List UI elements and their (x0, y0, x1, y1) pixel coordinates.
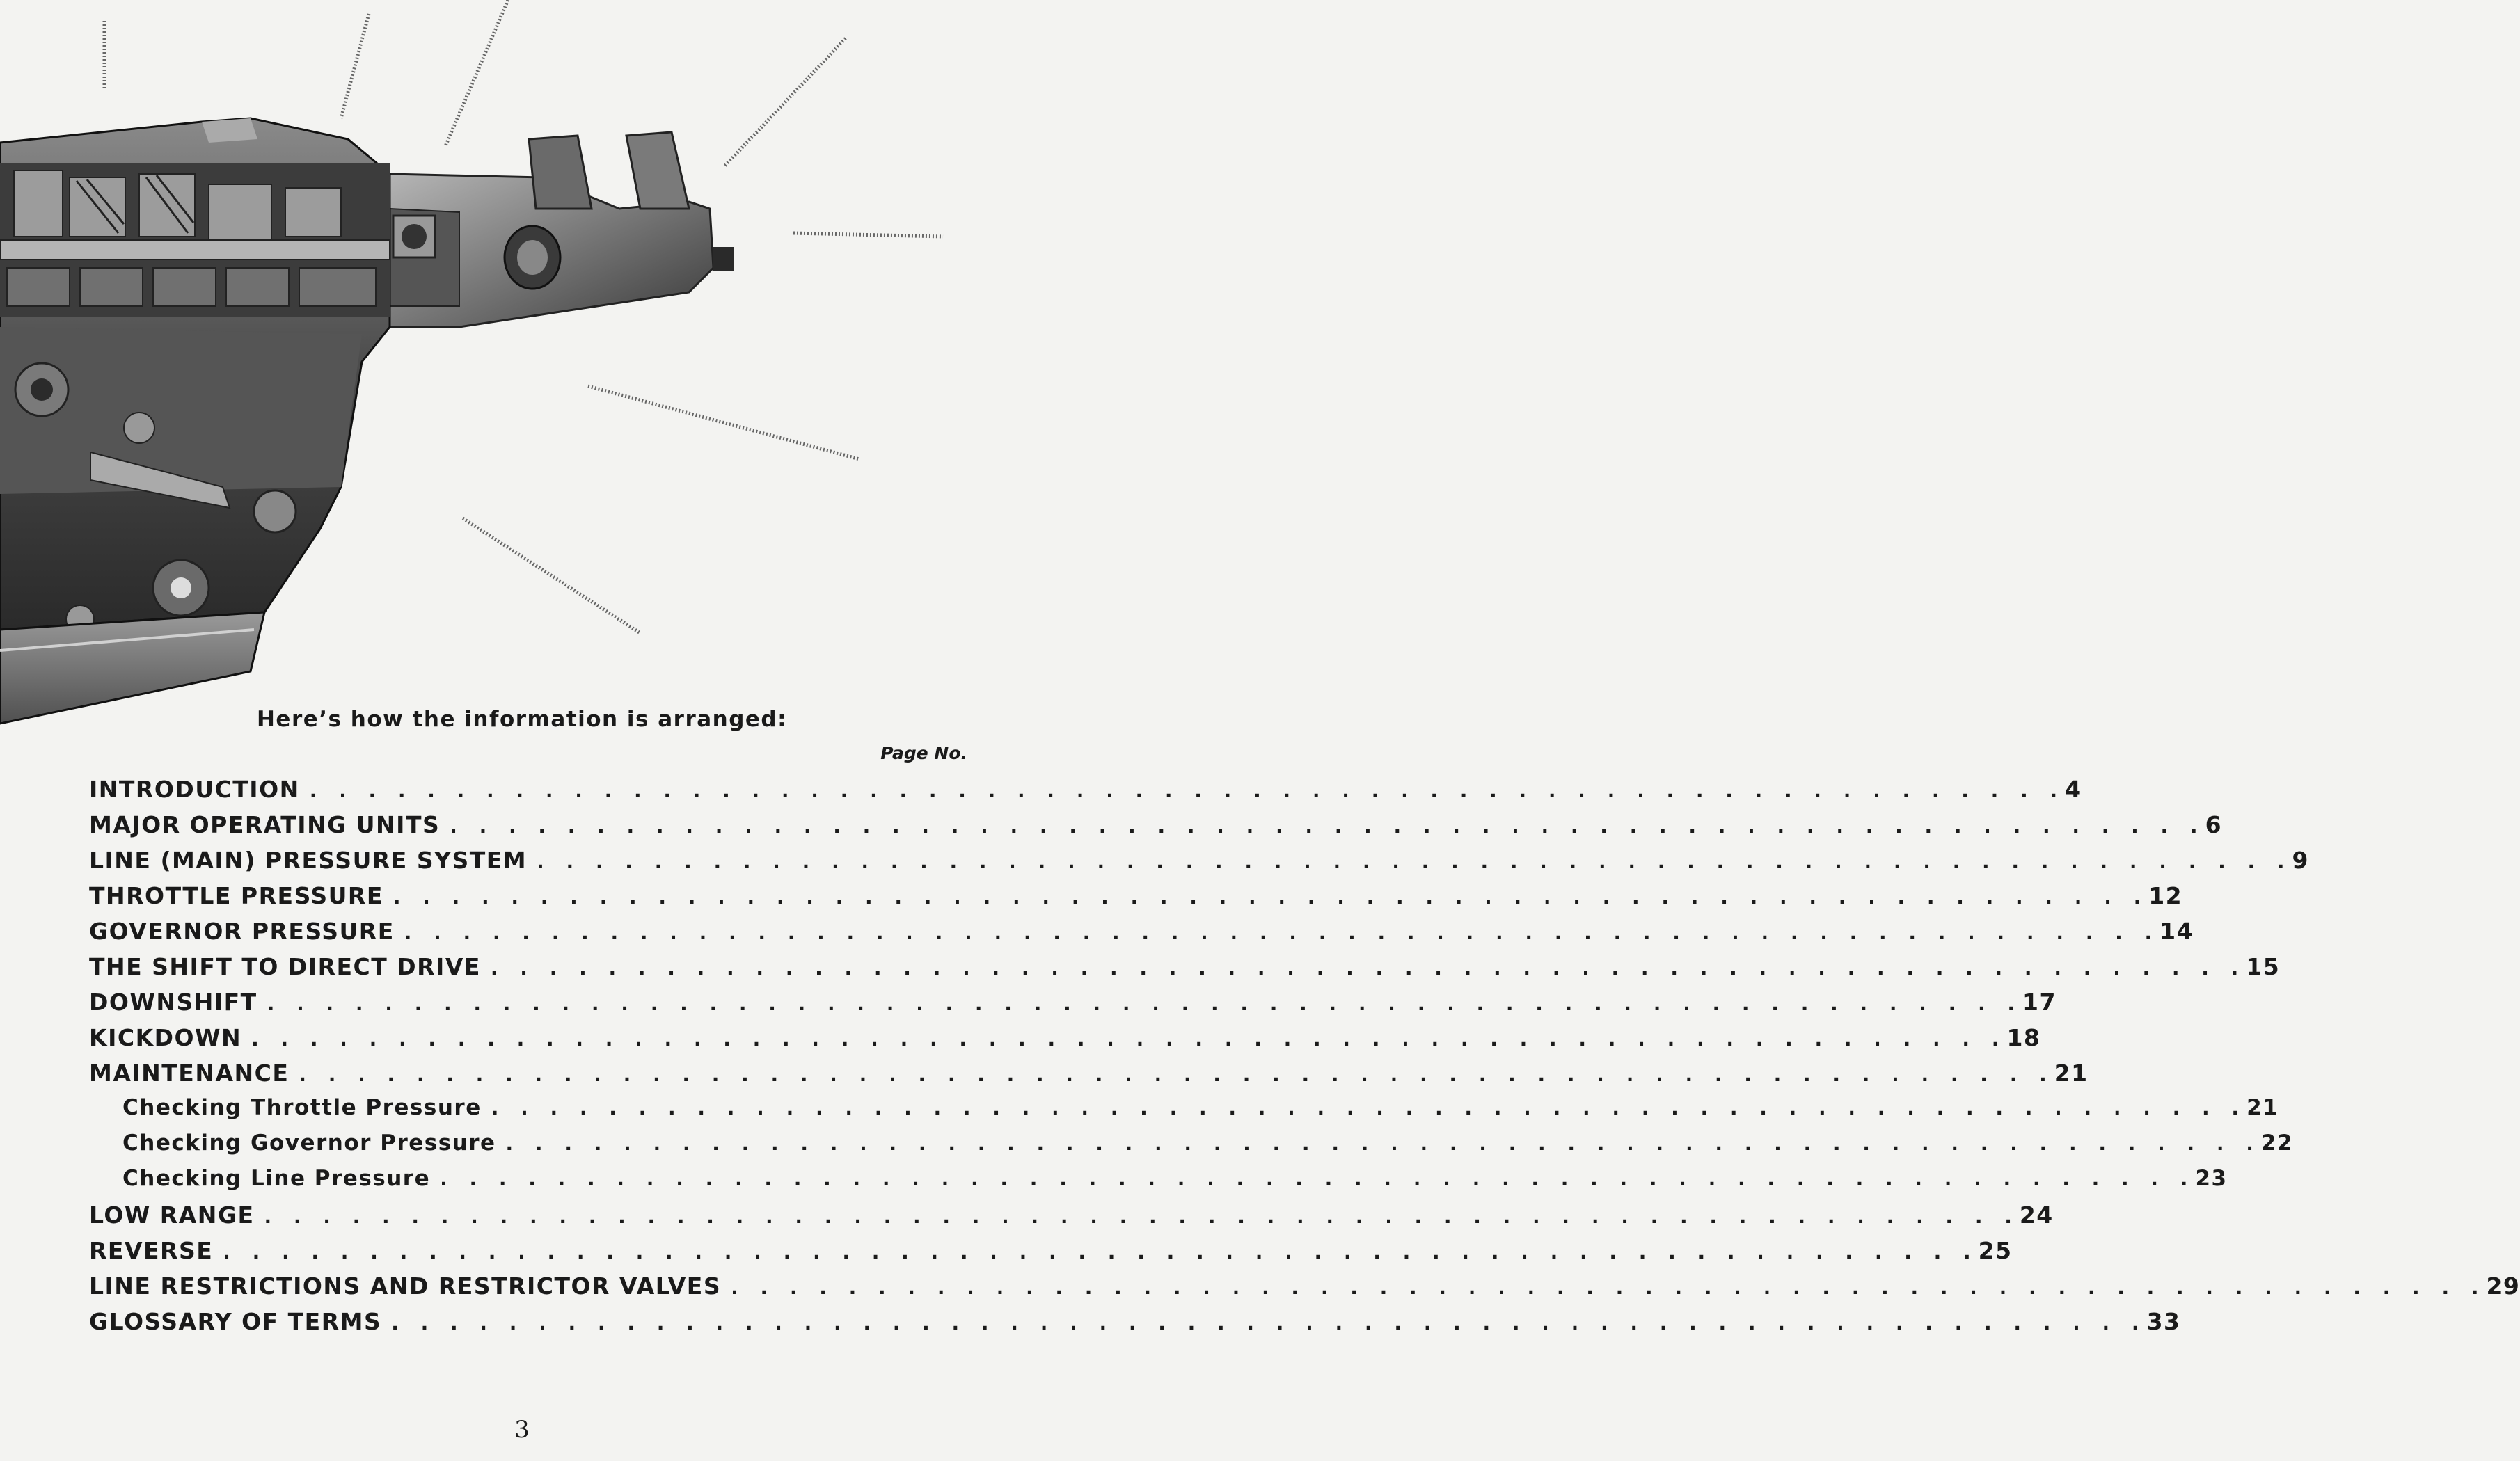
dot-leader: . . . . . . . . . . . . . . . . . . . . . . . . . . . . . . . . . . . . . . . . . . . . . . . . . . . . . . . . . . . . (264, 1205, 2020, 1228)
toc-entry (89, 1024, 2041, 1060)
toc-entry-title: THROTTLE PRESSURE (89, 882, 383, 909)
toc-entry-page: 14 (2160, 918, 2194, 945)
toc-entry (89, 989, 2057, 1024)
toc-entry-page: 33 (2146, 1308, 2181, 1335)
toc-entry-title: GOVERNOR PRESSURE (89, 918, 395, 945)
toc-entry (89, 811, 2223, 847)
toc-entry-title: Checking Throttle Pressure (122, 1095, 482, 1120)
toc-subentry (89, 1166, 2228, 1201)
dot-leader: . . . . . . . . . . . . . . . . . . . . . . . . . . . . . . . . . . . . . . . . . . . . . . . . . . . . . . . . . . . . (223, 1240, 1979, 1263)
toc-entry-title: LINE RESTRICTIONS AND RESTRICTOR VALVES (89, 1272, 722, 1300)
toc-entry-page: 24 (2019, 1201, 2054, 1229)
toc-entry (89, 918, 2194, 953)
toc-entry-title: MAINTENANCE (89, 1060, 290, 1087)
toc-entry-page: 29 (2486, 1272, 2520, 1300)
dot-leader: . . . . . . . . . . . . . . . . . . . . . . . . . . . . . . . . . . . . . . . . . . . . . . . . . . . . . . . . . . . . (391, 1311, 2147, 1334)
dot-leader: . . . . . . . . . . . . . . . . . . . . . . . . . . . . . . . . . . . . . . . . . . . . . . . . . . . . . . . . . . . . (440, 1167, 2196, 1190)
dot-leader: . . . . . . . . . . . . . . . . . . . . . . . . . . . . . . . . . . . . . . . . . . . . . . . . . . . . . . . . . . . . (537, 850, 2292, 873)
toc-entry-title: Checking Line Pressure (122, 1166, 431, 1191)
toc-entry-title: GLOSSARY OF TERMS (89, 1308, 382, 1335)
toc-entry (89, 953, 2281, 989)
toc-entry (89, 1272, 2520, 1308)
transmission-illustration (0, 0, 1044, 737)
dot-leader: . . . . . . . . . . . . . . . . . . . . . . . . . . . . . . . . . . . . . . . . . . . . . . . . . . . . . . . . . . . . (267, 992, 2023, 1015)
toc-entry-title: INTRODUCTION (89, 776, 300, 803)
toc-entry-page: 4 (2065, 776, 2082, 803)
toc-entry-title: LOW RANGE (89, 1201, 255, 1229)
page-number-column-label: Page No. (880, 743, 967, 763)
toc-entry (89, 1308, 2181, 1343)
toc-entry-page: 15 (2246, 953, 2281, 980)
dot-leader: . . . . . . . . . . . . . . . . . . . . . . . . . . . . . . . . . . . . . . . . . . . . . . . . . . . . . . . . . . . . (490, 957, 2246, 980)
toc-entry (89, 1060, 2089, 1095)
toc-entry-page: 18 (2006, 1024, 2041, 1051)
toc-entry (89, 1201, 2054, 1237)
toc-entry-title: LINE (MAIN) PRESSURE SYSTEM (89, 847, 528, 874)
dot-leader: . . . . . . . . . . . . . . . . . . . . . . . . . . . . . . . . . . . . . . . . . . . . . . . . . . . . . . . . . . . . (404, 921, 2160, 944)
table-of-contents (89, 776, 2520, 1343)
dot-leader: . . . . . . . . . . . . . . . . . . . . . . . . . . . . . . . . . . . . . . . . . . . . . . . . . . . . . . . . . . . . (251, 1028, 2007, 1051)
toc-entry-page: 23 (2195, 1166, 2228, 1191)
toc-entry-page: 17 (2022, 989, 2057, 1016)
toc-subentry (89, 1095, 2279, 1131)
toc-entry-title: KICKDOWN (89, 1024, 242, 1051)
toc-subentry (89, 1131, 2294, 1166)
toc-entry-page: 22 (2260, 1131, 2294, 1156)
dot-leader: . . . . . . . . . . . . . . . . . . . . . . . . . . . . . . . . . . . . . . . . . . . . . . . . . . . . . . . . . . . . (731, 1276, 2487, 1299)
toc-entry-page: 12 (2148, 882, 2183, 909)
dot-leader: . . . . . . . . . . . . . . . . . . . . . . . . . . . . . . . . . . . . . . . . . . . . . . . . . . . . . . . . . . . . (393, 886, 2149, 909)
dot-leader: . . . . . . . . . . . . . . . . . . . . . . . . . . . . . . . . . . . . . . . . . . . . . . . . . . . . . . . . . . . . (309, 779, 2066, 802)
toc-entry (89, 1237, 2013, 1272)
toc-heading: Here’s how the information is arranged: (256, 707, 788, 732)
toc-entry-page: 21 (2054, 1060, 2089, 1087)
toc-entry (89, 847, 2309, 882)
toc-entry (89, 776, 2082, 811)
toc-entry-title: Checking Governor Pressure (122, 1131, 496, 1156)
toc-entry-title: REVERSE (89, 1237, 214, 1264)
dot-leader: . . . . . . . . . . . . . . . . . . . . . . . . . . . . . . . . . . . . . . . . . . . . . . . . . . . . . . . . . . . . (299, 1063, 2054, 1086)
dot-leader: . . . . . . . . . . . . . . . . . . . . . . . . . . . . . . . . . . . . . . . . . . . . . . . . . . . . . . . . . . . . (450, 815, 2205, 838)
toc-entry-title: MAJOR OPERATING UNITS (89, 811, 441, 838)
toc-entry-title: DOWNSHIFT (89, 989, 257, 1016)
toc-entry-page: 6 (2205, 811, 2223, 838)
toc-entry-page: 25 (1978, 1237, 2013, 1264)
toc-entry (89, 882, 2183, 918)
toc-entry-page: 21 (2246, 1095, 2279, 1120)
toc-entry-title: THE SHIFT TO DIRECT DRIVE (89, 953, 481, 980)
dot-leader: . . . . . . . . . . . . . . . . . . . . . . . . . . . . . . . . . . . . . . . . . . . . . . . . . . . . . . . . . . . . (505, 1132, 2261, 1155)
dot-leader: . . . . . . . . . . . . . . . . . . . . . . . . . . . . . . . . . . . . . . . . . . . . . . . . . . . . . . . . . . . . (491, 1096, 2247, 1119)
toc-entry-page: 9 (2292, 847, 2309, 874)
page-number: 3 (514, 1416, 530, 1444)
